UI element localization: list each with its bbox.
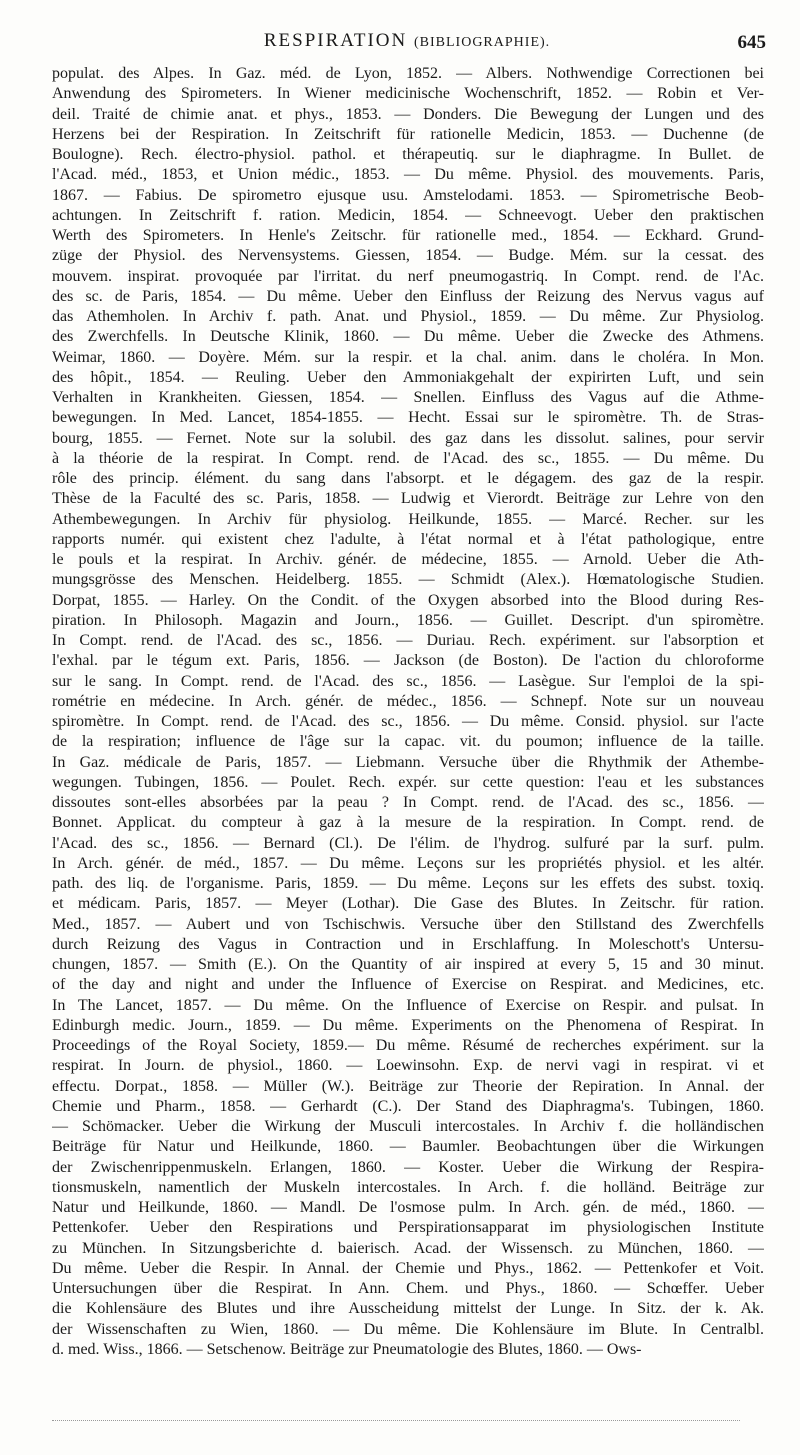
text-line: rométrie en médecine. In Arch. génér. de médec., 1856. — Schnepf. Note sur un nouveau — [52, 692, 764, 710]
text-line: züge der Physiol. des Nervensystems. Giessen, 1854. — Budge. Mém. sur la cessat. des — [52, 247, 764, 265]
text-line: Pettenkofer. Ueber den Respirations und Perspirationsapparat im physiologischen Institute — [52, 1219, 764, 1237]
text-line: path. des liq. de l'organisme. Paris, 1859. — Du même. Leçons sur les effets des subst. toxiq. — [52, 875, 764, 892]
text-line: piration. In Philosoph. Magazin and Journ., 1856. — Guillet. Descript. d'un spiromètre. — [52, 611, 764, 629]
text-line: Proceedings of the Royal Society, 1859.— Du même. Résumé de recherches expériment. sur la — [52, 1037, 764, 1054]
text-line: Herzens bei der Respiration. In Zeitschrift für rationelle Medicin, 1853. — Duchenne (de — [52, 125, 764, 143]
text-line: die Kohlensäure des Blutes und ihre Ausscheidung mittelst der Lunge. In Sitz. der k. Ak. — [52, 1300, 764, 1318]
text-line: Natur und Heilkunde, 1860. — Mandl. De l'osmose pulm. In Arch. gén. de méd., 1860. — — [52, 1199, 764, 1216]
text-line: das Athemholen. In Archiv f. path. Anat. und Physiol., 1859. — Du même. Zur Physiolog. — [52, 308, 764, 325]
text-line: Verhalten in Krankheiten. Giessen, 1854. — Snellen. Einfluss des Vagus auf die Athme- — [52, 389, 764, 406]
text-line: l'exhal. par le tégum ext. Paris, 1856. — Jackson (de Boston). De l'action du chloroforme — [52, 652, 764, 670]
text-line: achtungen. In Zeitschrift f. ration. Medicin, 1854. — Schneevogt. Ueber den praktischen — [52, 206, 764, 224]
text-line: der Zwischenrippenmuskeln. Erlangen, 1860. — Koster. Ueber die Wirkung der Respira- — [52, 1158, 764, 1176]
page-number: 645 — [737, 32, 766, 53]
running-subtitle: (BIBLIOGRAPHIE). — [414, 35, 551, 50]
text-line: Med., 1857. — Aubert und von Tschischwis. Versuche über den Stillstand des Zwerchfells — [52, 915, 764, 933]
text-line: dissoutes sont-elles absorbées par la peau ? In Compt. rend. de l'Acad. des sc., 1856. — — [52, 794, 764, 811]
text-line: bourg, 1855. — Fernet. Note sur la solubil. des gaz dans les dissolut. salines, pour servir — [52, 429, 764, 447]
text-line: Du même. Ueber die Respir. In Annal. der Chemie und Phys., 1862. — Pettenkofer et Voit. — [52, 1259, 764, 1277]
text-line: l'Acad. méd., 1853, et Union médic., 1853. — Du même. Physiol. des mouvements. Paris, — [52, 166, 764, 184]
text-line: — Schömacker. Ueber die Wirkung der Musculi intercostales. In Archiv f. die holländischen — [52, 1118, 764, 1135]
text-line: Thèse de la Faculté des sc. Paris, 1858. — Ludwig et Vierordt. Beiträge zur Lehre von den — [52, 490, 764, 508]
text-line: Dorpat, 1855. — Harley. On the Condit. of the Oxygen absorbed into the Blood during Res- — [52, 591, 764, 609]
text-line: Athembewegungen. In Archiv für physiolog. Heilkunde, 1855. — Marcé. Recher. sur les — [52, 510, 764, 528]
text-line: Edinburgh medic. Journ., 1859. — Du même. Experiments on the Phenomena of Respirat. In — [52, 1016, 764, 1034]
text-line: rôle des princip. élément. du sang dans l'absorpt. et le dégagem. des gaz de la respir. — [52, 470, 764, 487]
text-line: mouvem. inspirat. provoquée par l'irritat. du nerf pneumogastriq. In Compt. rend. de l'Ac. — [52, 267, 764, 285]
text-line: zu München. In Sitzungsberichte d. baierisch. Acad. der Wissensch. zu München, 1860. — — [52, 1239, 764, 1257]
text-line: durch Reizung des Vagus in Contraction und in Erschlaffung. In Moleschott's Untersu- — [52, 935, 764, 953]
text-line: Untersuchungen über die Respirat. In Ann. Chem. und Phys., 1860. — Schœffer. Ueber — [52, 1280, 764, 1297]
text-line: le pouls et la respirat. In Archiv. génér. de médecine, 1855. — Arnold. Ueber die Ath- — [52, 551, 764, 568]
text-line: l'Acad. des sc., 1856. — Bernard (Cl.). De l'élim. de l'hydrog. sulfuré par la surf. pulm. — [52, 834, 764, 852]
header-title-block — [48, 30, 766, 52]
text-line: d. med. Wiss., 1866. — Setschenow. Beiträge zur Pneumatologie des Blutes, 1860. — Ows- — [52, 1340, 642, 1358]
text-line: des hôpit., 1854. — Reuling. Ueber den Ammoniakgehalt der expirirten Luft, und sein — [52, 368, 764, 386]
footer-rule — [52, 1420, 740, 1421]
text-line: et médicam. Paris, 1857. — Meyer (Lothar). Die Gase des Blutes. In Zeitschr. für ration. — [52, 895, 764, 913]
text-line: of the day and night and under the Influence of Exercise on Respirat. and Medicines, etc. — [52, 976, 764, 994]
text-line: spiromètre. In Compt. rend. de l'Acad. des sc., 1856. — Du même. Consid. physiol. sur l'acte — [52, 713, 764, 730]
text-line: deil. Traité de chimie anat. et phys., 1853. — Donders. Die Bewegung der Lungen und des — [52, 105, 764, 123]
text-line: tionsmuskeln, namentlich der Muskeln intercostales. In Arch. f. die holländ. Beiträge zur — [52, 1178, 764, 1196]
text-line: In Compt. rend. de l'Acad. des sc., 1856. — Duriau. Rech. expériment. sur l'absorption et — [52, 632, 764, 649]
text-line: 1867. — Fabius. De spirometro ejusque usu. Amstelodami. 1853. — Spirometrische Beob- — [52, 186, 764, 204]
text-line: à la théorie de la respirat. In Compt. rend. de l'Acad. des sc., 1855. — Du même. Du — [52, 449, 764, 467]
text-line: Boulogne). Rech. électro-physiol. pathol. et thérapeutiq. sur le diaphragme. In Bullet. de — [52, 146, 764, 163]
text-line: Weimar, 1860. — Doyère. Mém. sur la respir. et la chal. anim. dans le choléra. In Mon. — [52, 348, 764, 366]
text-line: In Arch. génér. de méd., 1857. — Du même. Leçons sur les propriétés physiol. et les altér. — [52, 854, 764, 872]
text-line: des sc. de Paris, 1854. — Du même. Ueber den Einfluss der Reizung des Nervus vagus auf — [52, 287, 764, 305]
text-line: rapports numér. qui existent chez l'adulte, à l'état normal et à l'état pathologique, entre — [52, 530, 764, 548]
text-line: Anwendung des Spirometers. In Wiener medicinische Wochenschrift, 1852. — Robin et Ver- — [52, 85, 764, 103]
text-line: wegungen. Tubingen, 1856. — Poulet. Rech. expér. sur cette question: l'eau et les substances — [52, 773, 764, 791]
text-line: effectu. Dorpat., 1858. — Müller (W.). Beiträge zur Theorie der Repiration. In Annal. der — [52, 1077, 764, 1095]
text-line: In The Lancet, 1857. — Du même. On the Influence of Exercise on Respir. and pulsat. In — [52, 996, 764, 1014]
running-header — [48, 30, 766, 56]
text-line: respirat. In Journ. de physiol., 1860. — Loewinsohn. Exp. de nervi vagi in respirat. vi et — [52, 1057, 764, 1075]
text-line: der Wissenschaften zu Wien, 1860. — Du même. Die Kohlensäure im Blute. In Centralbl. — [52, 1320, 764, 1338]
text-line: Bonnet. Applicat. du compteur à gaz à la mesure de la respiration. In Compt. rend. de — [52, 814, 764, 832]
text-line: populat. des Alpes. In Gaz. méd. de Lyon, 1852. — Albers. Nothwendige Correctionen bei — [52, 65, 764, 82]
bibliography-text — [52, 64, 764, 1360]
text-line: Chemie und Pharm., 1858. — Gerhardt (C.). Der Stand des Diaphragma's. Tubingen, 1860. — [52, 1097, 764, 1115]
text-line: Beiträge für Natur und Heilkunde, 1860. — Baumler. Beobachtungen über die Wirkungen — [52, 1138, 764, 1156]
text-line: Werth des Spirometers. In Henle's Zeitschr. für rationelle med., 1854. — Eckhard. Grund- — [52, 227, 764, 244]
text-line: des Zwerchfells. In Deutsche Klinik, 1860. — Du même. Ueber die Zwecke des Athmens. — [52, 328, 764, 346]
text-line: In Gaz. médicale de Paris, 1857. — Liebmann. Versuche über die Rhythmik der Athembe- — [52, 753, 764, 771]
text-line: bewegungen. In Med. Lancet, 1854-1855. — Hecht. Essai sur le spiromètre. Th. de Stras- — [52, 409, 764, 427]
text-line: chungen, 1857. — Smith (E.). On the Quantity of air inspired at every 5, 15 and 30 minut. — [52, 956, 764, 973]
text-line: sur le sang. In Compt. rend. de l'Acad. des sc., 1856. — Lasègue. Sur l'emploi de la spi- — [52, 672, 764, 690]
running-title: RESPIRATION — [263, 30, 408, 51]
text-line: de la respiration; influence de l'âge sur la capac. vit. du poumon; influence de la taille. — [52, 733, 764, 751]
text-line: mungsgrösse des Menschen. Heidelberg. 1855. — Schmidt (Alex.). Hœmatologische Studien. — [52, 571, 764, 589]
